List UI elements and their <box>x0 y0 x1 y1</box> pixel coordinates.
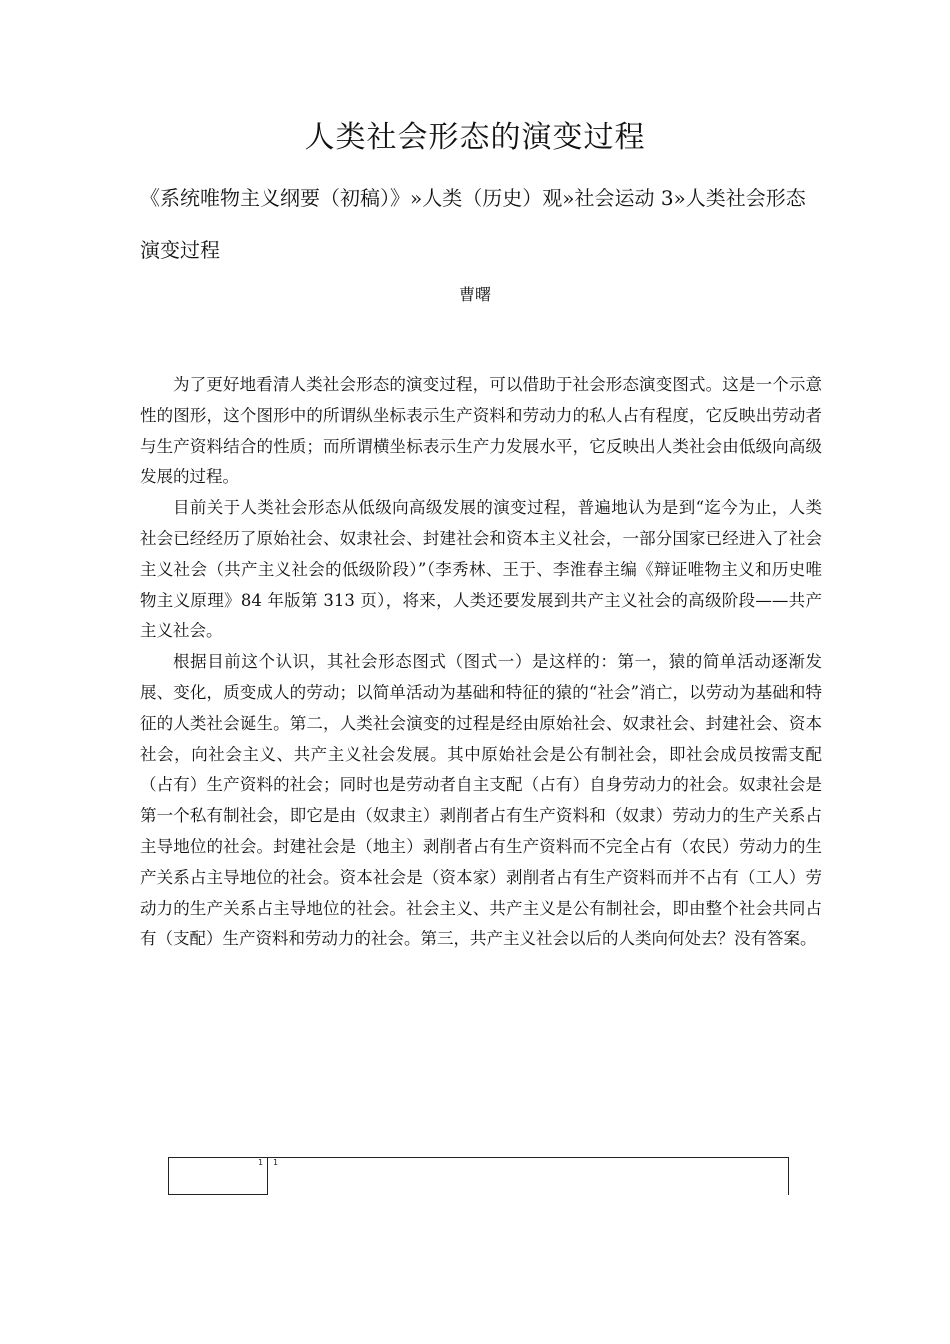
paragraph: 根据目前这个认识，其社会形态图式（图式一）是这样的：第一，猿的简单活动逐渐发展、变化，质变成人的劳动；以简单活动为基础和特征的猿的“社会”消亡，以劳动为基础和特征的人类社会诞生。第二，人类社会演变的过程是经由原始社会、奴隶社会、封建社会、资本社会，向社会主义、共产主义社会发展。其中原始社会是公有制社会，即社会成员按需支配（占有）生产资料的社会；同时也是劳动者自主支配（占有）自身劳动力的社会。奴隶社会是第一个私有制社会，即它是由（奴隶主）剥削者占有生产资料和（奴隶）劳动力的生产关系占主导地位的社会。封建社会是（地主）剥削者占有生产资料而不完全占有（农民）劳动力的生产关系占主导地位的社会。资本社会是（资本家）剥削者占有生产资料而并不占有（工人）劳动力的生产关系占主导地位的社会。社会主义、共产主义是公有制社会，即由整个社会共同占有（支配）生产资料和劳动力的社会。第三，共产主义社会以后的人类向何处去？没有答案。 <box>140 652 822 949</box>
paragraph: 为了更好地看清人类社会形态的演变过程，可以借助于社会形态演变图式。这是一个示意性的图形，这个图形中的所谓纵坐标表示生产资料和劳动力的私人占有程度，它反映出劳动者与生产资料结合的性质；而所谓横坐标表示生产力发展水平，它反映出人类社会由低级向高级发展的过程。 <box>140 375 822 487</box>
body-text <box>140 370 822 955</box>
page-title: 人类社会形态的演变过程 <box>304 120 646 155</box>
figure-border-bottom <box>168 1194 268 1195</box>
figure-divider <box>267 1157 268 1195</box>
paragraph: 目前关于人类社会形态从低级向高级发展的演变过程，普遍地认为是到“迄今为止，人类社会已经经历了原始社会、奴隶社会、封建社会和资本主义社会，一部分国家已经进入了社会主义社会（共产主义社会的低级阶段）”（李秀林、王于、李淮春主编《辩证唯物主义和历史唯物主义原理》84 年版第 313 页），将来，人类还要发展到共产主义社会的高级阶段——共产主义社会。 <box>140 498 822 641</box>
breadcrumb-subtitle: 《系统唯物主义纲要（初稿）》»人类（历史）观»社会运动 3»人类社会形态演变过程 <box>140 186 806 262</box>
figure-border-right <box>788 1157 789 1195</box>
figure-border-left <box>168 1157 169 1195</box>
figure-frame <box>168 1157 788 1195</box>
figure-mark: 1 <box>273 1158 279 1167</box>
author-name: 曹曙 <box>458 285 491 304</box>
figure-mark: 1 <box>258 1158 264 1167</box>
